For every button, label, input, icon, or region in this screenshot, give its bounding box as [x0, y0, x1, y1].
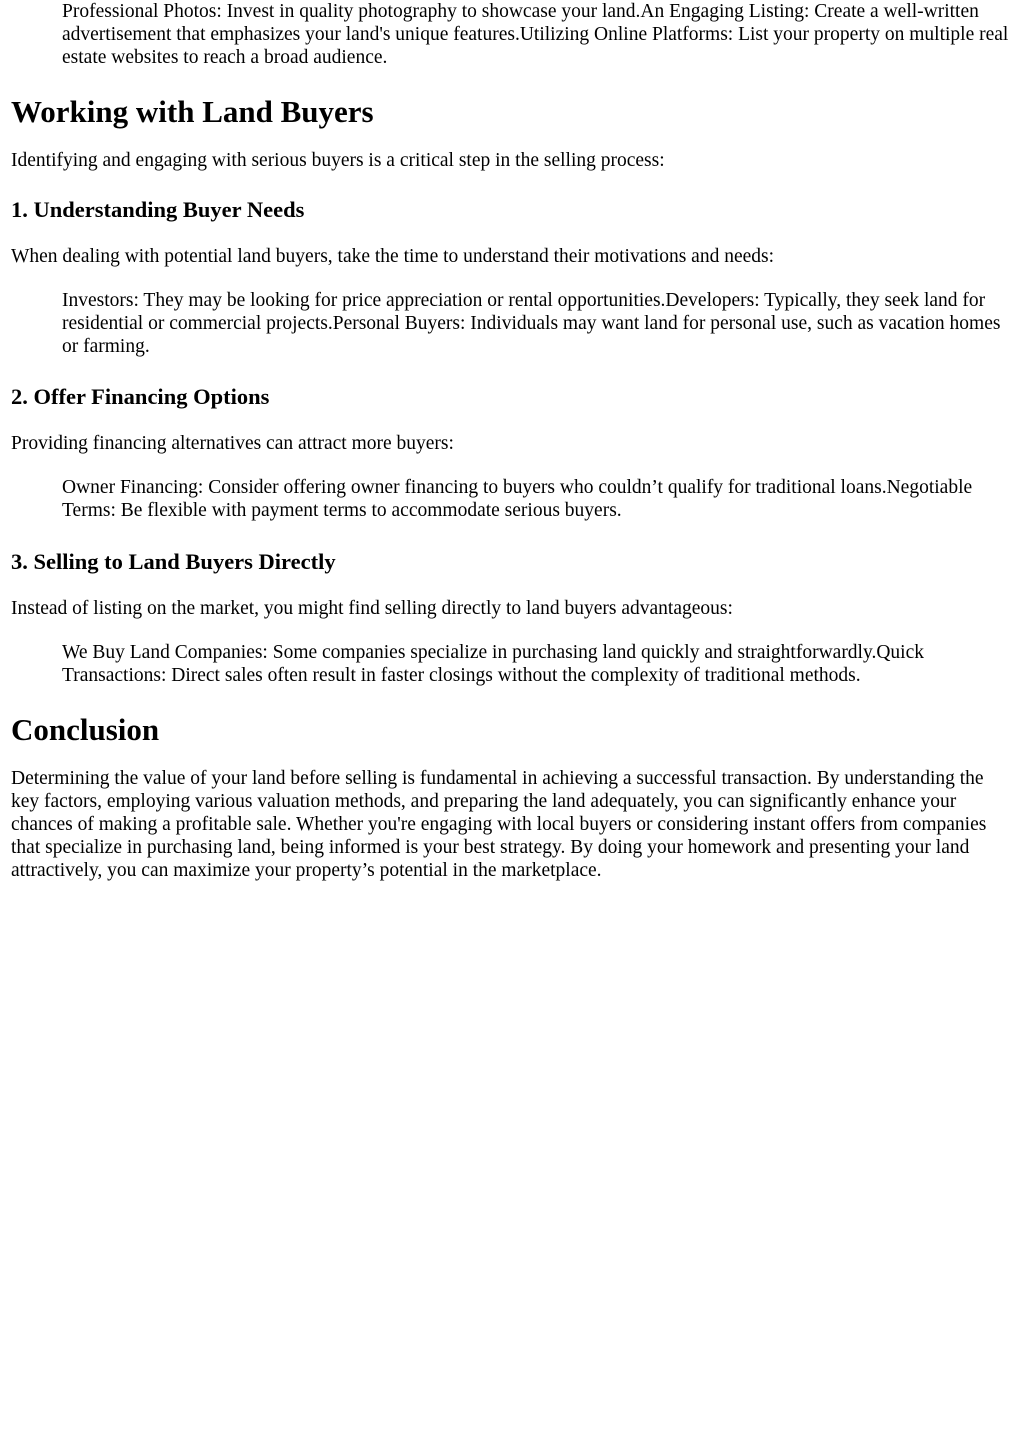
intro-list-block: Professional Photos: Invest in quality photography to showcase your land.An Engaging Listing: Create a well-written advertisement that emphasizes your land's unique features.Utilizing Online Platforms: List your property on multiple real estate websites to reach a broad audience. [62, 1, 1009, 68]
subheading-offer-financing-options: 2. Offer Financing Options [11, 384, 270, 409]
section-heading-conclusion: Conclusion [11, 712, 160, 747]
subheading-selling-directly: 3. Selling to Land Buyers Directly [11, 549, 336, 574]
financing-list-block: Owner Financing: Consider offering owner financing to buyers who couldn’t qualify for traditional loans.Negotiable Terms: Be flexible with payment terms to accommodate serious buyers. [62, 477, 973, 521]
selling-directly-intro: Instead of listing on the market, you might find selling directly to land buyers advantageous: [11, 598, 733, 619]
section-intro-paragraph: Identifying and engaging with serious buyers is a critical step in the selling process: [11, 150, 665, 171]
direct-sale-list-block: We Buy Land Companies: Some companies specialize in purchasing land quickly and straightforwardly.Quick Transactions: Direct sales often result in faster closings without the complexity of traditional methods. [62, 642, 924, 686]
buyer-needs-intro: When dealing with potential land buyers, take the time to understand their motivations and needs: [11, 246, 775, 267]
subheading-understanding-buyer-needs: 1. Understanding Buyer Needs [11, 197, 305, 222]
section-heading-working-with-land-buyers: Working with Land Buyers [11, 94, 374, 129]
buyer-types-list-block: Investors: They may be looking for price appreciation or rental opportunities.Developers: Typically, they seek land for residential or commercial projects.Personal Buyers: Individuals may want land for personal use, such as vacation homes or farming. [62, 290, 1001, 357]
conclusion-paragraph: Determining the value of your land before selling is fundamental in achieving a successful transaction. By understanding the key factors, employing various valuation methods, and preparing the land adequately, you can significantly enhance your chances of making a profitable sale. Whether you're engaging with local buyers or considering instant offers from companies that specialize in purchasing land, being informed is your best strategy. By doing your homework and presenting your land attractively, you can maximize your property’s potential in the marketplace. [11, 768, 987, 881]
financing-intro: Providing financing alternatives can attract more buyers: [11, 433, 454, 454]
